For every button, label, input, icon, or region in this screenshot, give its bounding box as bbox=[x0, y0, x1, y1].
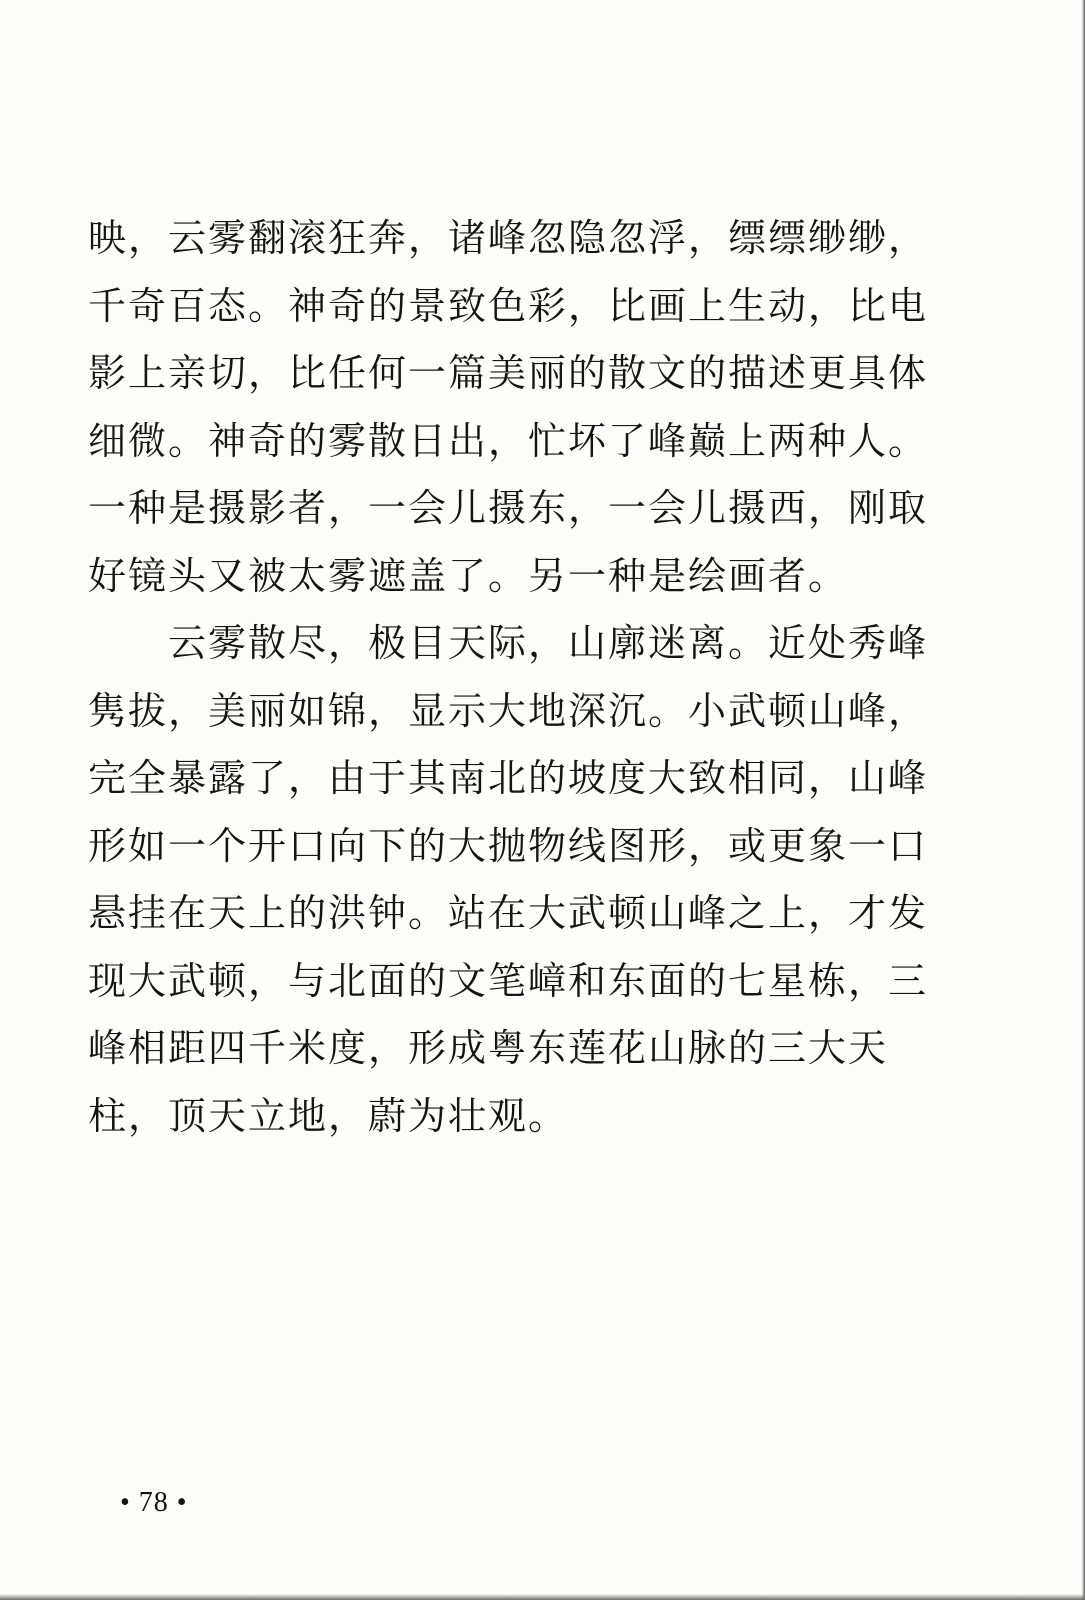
text-line: 柱，顶天立地，蔚为壮观。 bbox=[88, 1093, 569, 1138]
text-line: 映，云雾翻滚狂奔，诸峰忽隐忽浮，缥缥缈缈， bbox=[88, 216, 929, 260]
text-line: 影上亲切，比任何一篇美丽的散文的描述更具体 bbox=[88, 351, 929, 395]
text-line: 一种是摄影者，一会儿摄东，一会儿摄西，刚取 bbox=[88, 486, 929, 530]
text-line: 完全暴露了，由于其南北的坡度大致相同，山峰 bbox=[88, 756, 929, 800]
text-line: 隽拔，美丽如锦，显示大地深沉。小武顿山峰， bbox=[88, 688, 929, 733]
text-line: 细微。神奇的雾散日出，忙坏了峰巅上两种人。 bbox=[88, 418, 929, 463]
text-line: 现大武顿，与北面的文笔嶂和东面的七星栋，三 bbox=[88, 958, 929, 1003]
scan-edge-bottom bbox=[0, 1594, 1085, 1600]
text-line-paragraph-start: 云雾散尽，极目天际，山廓迷离。近处秀峰 bbox=[168, 621, 929, 665]
page-number: • 78 • bbox=[120, 1487, 188, 1518]
text-line: 好镜头又被太雾遮盖了。另一种是绘画者。 bbox=[88, 553, 849, 598]
text-line: 千奇百态。神奇的景致色彩，比画上生动，比电 bbox=[88, 283, 929, 328]
text-line: 悬挂在天上的洪钟。站在大武顿山峰之上，才发 bbox=[88, 891, 929, 935]
text-line: 峰相距四千米度，形成粤东莲花山脉的三大天 bbox=[88, 1026, 889, 1070]
body-text bbox=[88, 205, 948, 1150]
scan-edge-right bbox=[1081, 0, 1085, 1600]
text-line: 形如一个开口向下的大抛物线图形，或更象一口 bbox=[88, 823, 929, 868]
